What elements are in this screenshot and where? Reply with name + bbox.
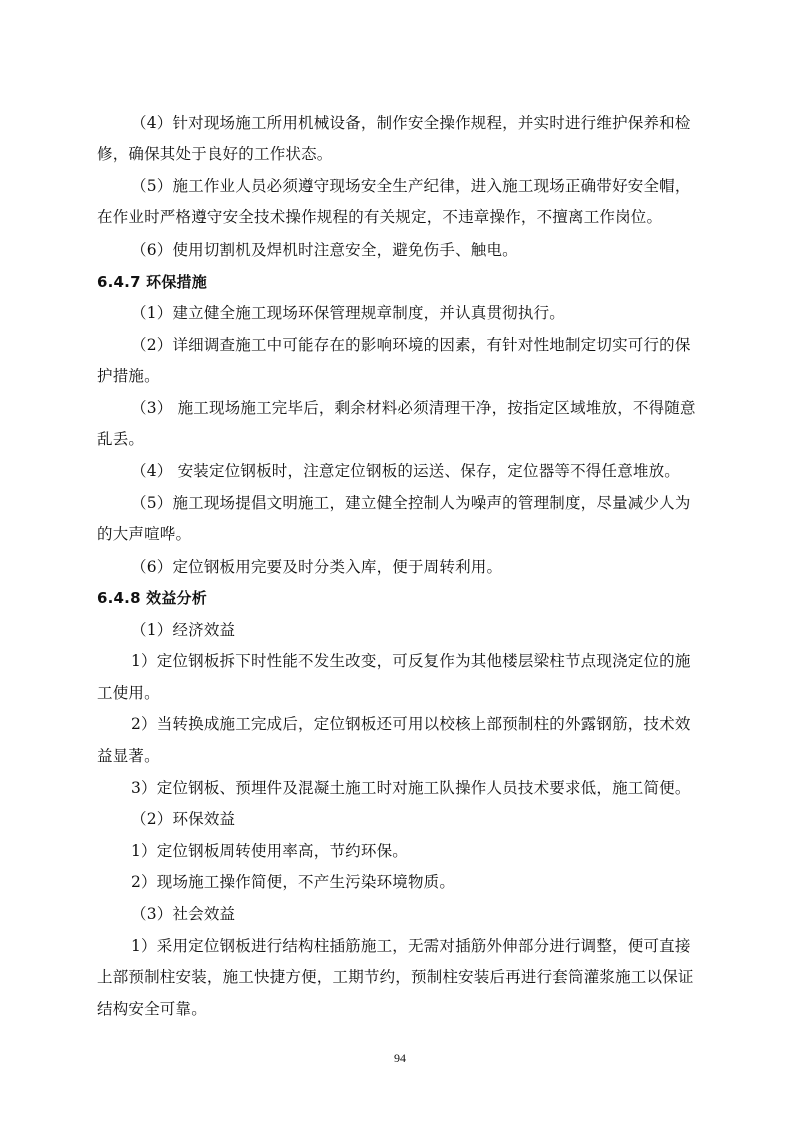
paragraph-line: （5）施工现场提倡文明施工，建立健全控制人为噪声的管理制度，尽量减少人为 xyxy=(131,494,691,512)
paragraph-line: 2）当转换成施工完成后，定位钢板还可用以校核上部预制柱的外露钢筋，技术效 xyxy=(131,715,691,733)
paragraph-line: 2）现场施工操作简便，不产生污染环境物质。 xyxy=(131,873,456,891)
paragraph-line: （2）详细调查施工中可能存在的影响环境的因素，有针对性地制定切实可行的保 xyxy=(131,336,691,354)
paragraph-line: 修，确保其处于良好的工作状态。 xyxy=(97,145,333,163)
paragraph-line: 1）采用定位钢板进行结构柱插筋施工，无需对插筋外伸部分进行调整，便可直接 xyxy=(131,937,691,955)
page-number: 94 xyxy=(394,1051,406,1065)
paragraph-line: 1）定位钢板周转使用率高，节约环保。 xyxy=(131,842,408,860)
paragraph-line: 工使用。 xyxy=(97,684,160,702)
paragraph-line: 3）定位钢板、预埋件及混凝土施工时对施工队操作人员技术要求低，施工简便。 xyxy=(131,779,691,797)
paragraph-line: （5）施工作业人员必须遵守现场安全生产纪律，进入施工现场正确带好安全帽， xyxy=(131,177,691,195)
paragraph-line: 1）定位钢板拆下时性能不发生改变，可反复作为其他楼层梁柱节点现浇定位的施 xyxy=(131,652,691,670)
paragraph-line: （1）建立健全施工现场环保管理规章制度，并认真贯彻执行。 xyxy=(131,304,565,322)
paragraph-line: 结构安全可靠。 xyxy=(97,1000,207,1018)
paragraph-line: （4）针对现场施工所用机械设备，制作安全操作规程，并实时进行维护保养和检 xyxy=(131,114,691,132)
paragraph-line: （4） 安装定位钢板时，注意定位钢板的运送、保存，定位器等不得任意堆放。 xyxy=(131,462,680,480)
paragraph-line: （1）经济效益 xyxy=(131,621,236,639)
paragraph-line: （3） 施工现场施工完毕后，剩余材料必须清理干净，按指定区域堆放，不得随意 xyxy=(131,399,696,417)
paragraph-line: （3）社会效益 xyxy=(131,905,236,923)
section-heading-6-4-7: 6.4.7 环保措施 xyxy=(97,273,207,291)
paragraph-line: 上部预制柱安装，施工快捷方便，工期节约，预制柱安装后再进行套筒灌浆施工以保证 xyxy=(97,968,694,986)
paragraph-line: （6）使用切割机及焊机时注意安全，避免伤手、触电。 xyxy=(131,241,518,259)
paragraph-line: 乱丢。 xyxy=(97,430,145,448)
paragraph-line: 的大声喧哗。 xyxy=(97,525,192,543)
paragraph-line: 在作业时严格遵守安全技术操作规程的有关规定，不违章操作，不擅离工作岗位。 xyxy=(97,208,663,226)
paragraph-line: （6）定位钢板用完要及时分类入库，便于周转利用。 xyxy=(131,558,503,576)
paragraph-line: （2）环保效益 xyxy=(131,810,236,828)
section-heading-6-4-8: 6.4.8 效益分析 xyxy=(97,589,207,607)
paragraph-line: 护措施。 xyxy=(97,367,160,385)
paragraph-line: 益显著。 xyxy=(97,747,160,765)
